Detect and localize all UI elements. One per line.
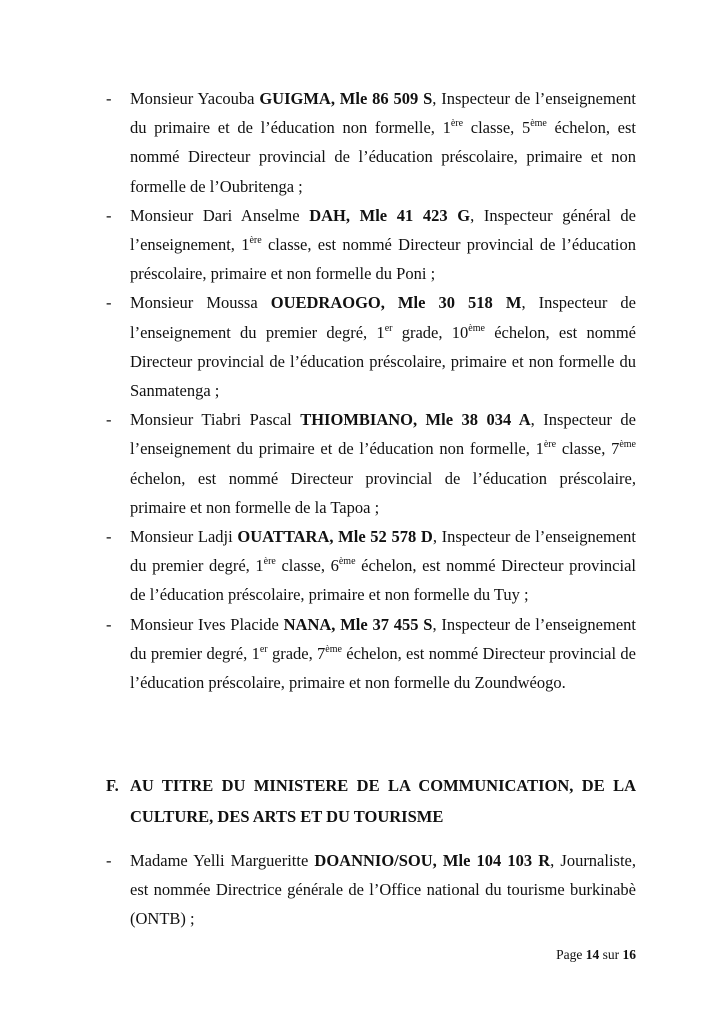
superscript: ère — [543, 439, 557, 451]
list-item — [0, 288, 724, 405]
person-name: GUIGMA, Mle 86 509 S — [259, 89, 433, 108]
item-text: classe, 6 — [275, 556, 339, 576]
item-text: , Inspecteur de l’enseignement du premier degré, 1 — [130, 527, 637, 576]
page-number-footer — [556, 947, 636, 963]
item-text: échelon, est nommé Directeur provincial de l’éducation préscolaire, primaire et non formelle de la Tapoa ; — [130, 468, 636, 517]
item-text: classe, 5 — [463, 118, 531, 138]
item-text: , Journaliste, est nommée Directrice générale de l’Office national du tourisme burkinabè (ONTB) ; — [130, 851, 637, 929]
page-label: Page — [556, 947, 583, 962]
person-title: Monsieur Moussa — [130, 293, 258, 313]
superscript: er — [384, 322, 393, 334]
person-title: Monsieur Dari Anselme — [130, 205, 300, 225]
person-name: OUEDRAOGO, Mle 30 518 M — [270, 293, 522, 313]
superscript: ème — [619, 439, 636, 451]
section-letter: F. — [106, 776, 119, 795]
section-heading — [0, 770, 724, 832]
person-name: DOANNIO/SOU, Mle 104 103 R — [314, 851, 551, 870]
list-bullet: - — [106, 410, 112, 430]
item-text: grade, 7 — [267, 643, 326, 663]
item-text: classe, 7 — [556, 439, 620, 459]
list-item — [0, 610, 724, 698]
page-separator: sur — [602, 947, 620, 962]
item-text: échelon, est nommé Directeur provincial de l’éducation préscolaire, primaire et non formelle du Tuy ; — [130, 556, 636, 605]
person-title: Monsieur Ladji — [130, 527, 233, 547]
superscript: ère — [263, 556, 276, 568]
list-item — [0, 84, 724, 201]
item-text: échelon, est nommé Directeur provincial de l’éducation préscolaire, primaire et non formelle du Zoundwéogo. — [130, 643, 636, 693]
item-text: grade, 10 — [392, 322, 469, 342]
current-page: 14 — [585, 947, 600, 962]
list-bullet: - — [106, 851, 112, 870]
list-bullet: - — [106, 89, 112, 108]
list-bullet: - — [106, 614, 112, 634]
list-bullet: - — [106, 527, 112, 547]
superscript: ère — [450, 118, 464, 130]
person-title: Monsieur Yacouba — [130, 89, 255, 108]
list-bullet: - — [106, 293, 112, 313]
list-item — [0, 405, 724, 522]
person-name: DAH, Mle 41 423 G — [309, 205, 471, 225]
appointment-list-section-f — [0, 846, 724, 934]
superscript: ème — [530, 118, 547, 130]
section-title: AU TITRE DU MINISTERE DE LA COMMUNICATION, DE LA CULTURE, DES ARTS ET DU TOURISME — [130, 776, 636, 826]
item-text: , Inspecteur de l’enseignement du premier degré, 1 — [130, 293, 637, 342]
person-title: Monsieur Ives Placide — [130, 614, 279, 634]
list-item — [0, 522, 724, 610]
item-text: , Inspecteur général de l’enseignement, 1 — [130, 205, 636, 255]
person-title: Monsieur Tiabri Pascal — [130, 410, 292, 430]
item-text: , Inspecteur de l’enseignement du primaire et de l’éducation non formelle, 1 — [130, 410, 636, 459]
superscript: ème — [325, 643, 342, 655]
item-text: échelon, est nommé Directeur provincial de l’éducation préscolaire, primaire et non formelle de l’Oubritenga ; — [130, 118, 636, 196]
person-name: THIOMBIANO, Mle 38 034 A — [300, 410, 531, 430]
item-text: , Inspecteur de l’enseignement du primaire et de l’éducation non formelle, 1 — [130, 89, 637, 138]
total-pages: 16 — [622, 947, 636, 962]
list-bullet: - — [106, 205, 112, 225]
appointment-list — [0, 84, 724, 697]
superscript: er — [259, 643, 268, 655]
item-text: , Inspecteur de l’enseignement du premier degré, 1 — [130, 614, 636, 663]
list-item — [0, 846, 724, 934]
person-name: NANA, Mle 37 455 S — [283, 614, 433, 634]
superscript: ème — [338, 556, 356, 568]
superscript: ère — [249, 235, 262, 247]
superscript: ème — [468, 322, 485, 334]
person-name: OUATTARA, Mle 52 578 D — [237, 527, 433, 547]
person-title: Madame Yelli Margueritte — [130, 851, 309, 870]
item-text: échelon, est nommé Directeur provincial de l’éducation préscolaire, primaire et non formelle du Sanmatenga ; — [130, 322, 636, 401]
list-item — [0, 201, 724, 289]
item-text: classe, est nommé Directeur provincial de l’éducation préscolaire, primaire et non formelle du Poni ; — [130, 235, 637, 284]
